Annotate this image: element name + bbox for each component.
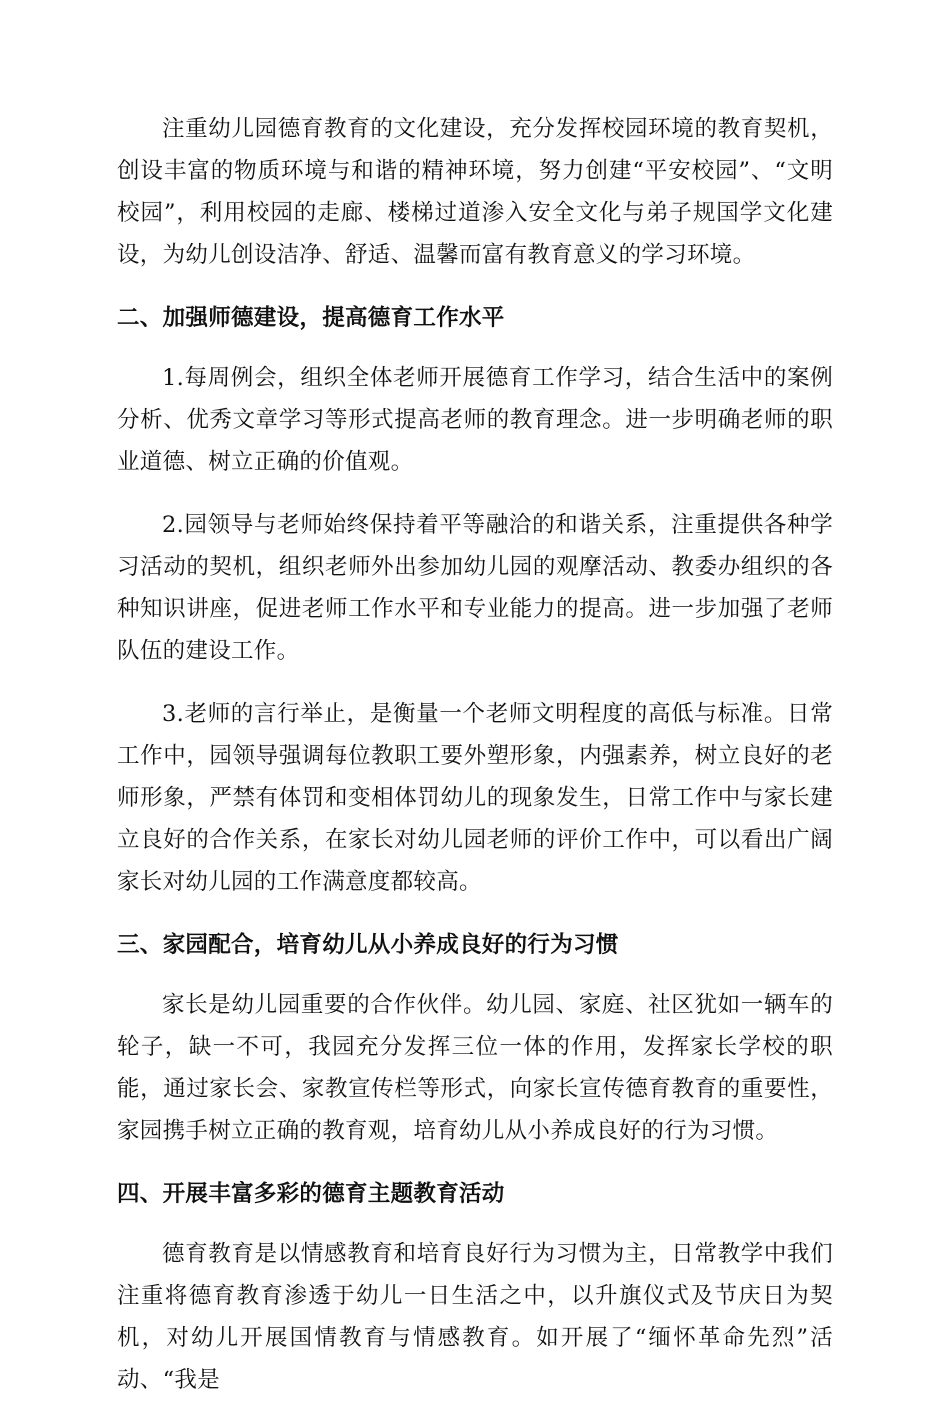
paragraph-campus-culture: 注重幼儿园德育教育的文化建设，充分发挥校园环境的教育契机，创设丰富的物质环境与和谐的精神环境，努力创建“平安校园”、“文明校园”，利用校园的走廊、楼梯过道渗入安全文化与弟子规国学文化建设，为幼儿创设洁净、舒适、温馨而富有教育意义的学习环境。 bbox=[117, 116, 833, 268]
paragraph-leadership-relations: 2.园领导与老师始终保持着平等融洽的和谐关系，注重提供各种学习活动的契机，组织老师外出参加幼儿园的观摩活动、教委办组织的各种知识讲座，促进老师工作水平和专业能力的提高。进一步加强了老师队伍的建设工作。 bbox=[117, 512, 833, 664]
paragraph-teacher-conduct: 3.老师的言行举止，是衡量一个老师文明程度的高低与标准。日常工作中，园领导强调每位教职工要外塑形象，内强素养，树立良好的老师形象，严禁有体罚和变相体罚幼儿的现象发生，日常工作中与家长建立良好的合作关系，在家长对幼儿园老师的评价工作中，可以看出广阔家长对幼儿园的工作满意度都较高。 bbox=[117, 701, 833, 895]
section-heading-themed-activities: 四、开展丰富多彩的德育主题教育活动 bbox=[117, 1181, 505, 1207]
paragraph-moral-education: 德育教育是以情感教育和培育良好行为习惯为主，日常教学中我们注重将德育教育渗透于幼儿一日生活之中，以升旗仪式及节庆日为契机，对幼儿开展国情教育与情感教育。如开展了“缅怀革命先烈”活动、“我是 bbox=[117, 1241, 833, 1393]
paragraph-weekly-meeting: 1.每周例会，组织全体老师开展德育工作学习，结合生活中的案例分析、优秀文章学习等形式提高老师的教育理念。进一步明确老师的职业道德、树立正确的价值观。 bbox=[117, 365, 833, 475]
section-heading-teacher-ethics: 二、加强师德建设，提高德育工作水平 bbox=[117, 305, 505, 331]
paragraph-parents-partnership: 家长是幼儿园重要的合作伙伴。幼儿园、家庭、社区犹如一辆车的轮子，缺一不可，我园充分发挥三位一体的作用，发挥家长学校的职能，通过家长会、家教宣传栏等形式，向家长宣传德育教育的重要性，家园携手树立正确的教育观，培育幼儿从小养成良好的行为习惯。 bbox=[117, 992, 833, 1144]
document-page bbox=[117, 108, 833, 1401]
section-heading-home-school: 三、家园配合，培育幼儿从小养成良好的行为习惯 bbox=[117, 932, 619, 958]
